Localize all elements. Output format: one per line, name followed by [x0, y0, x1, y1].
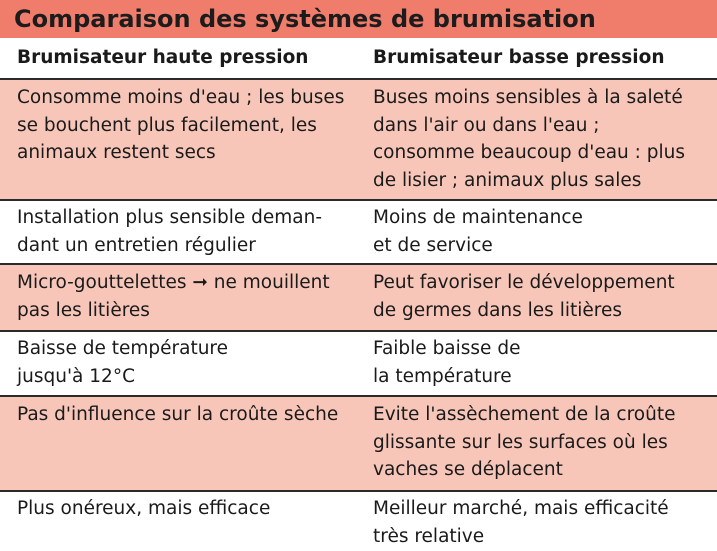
cell-basse-pression: Peut favoriser le développement de germes dans les litières: [373, 272, 675, 321]
table-row: [0, 201, 717, 265]
column-header-haute-pression: Brumisateur haute pression: [17, 47, 309, 68]
table-row: [0, 80, 717, 201]
cell-basse-pression: Evite l'assèchement de la croûte glissante sur les surfaces où les vaches se déplacent: [373, 404, 676, 480]
table-row: [0, 332, 717, 397]
cell-haute-pression: Baisse de température jusqu'à 12°C: [17, 338, 228, 387]
cell-haute-pression: Pas d'influence sur la croûte sèche: [17, 404, 339, 425]
table-row: [0, 397, 717, 492]
table-title: Comparaison des systèmes de brumisation: [14, 5, 596, 33]
cell-basse-pression: Moins de maintenance et de service: [373, 207, 583, 256]
cell-basse-pression: Faible baisse de la température: [373, 338, 521, 387]
table-row: [0, 265, 717, 332]
cell-basse-pression: Meilleur marché, mais efficacité très relative: [373, 498, 669, 547]
title-bar: [0, 0, 717, 38]
column-header-basse-pression: Brumisateur basse pression: [373, 47, 665, 68]
cell-haute-pression: Consomme moins d'eau ; les buses se bouchent plus facilement, les animaux restent secs: [17, 87, 345, 163]
cell-haute-pression: Installation plus sensible deman- dant un entretien régulier: [17, 207, 323, 256]
cell-haute-pression: Plus onéreux, mais efficace: [17, 498, 271, 519]
cell-haute-pression: Micro-gouttelettes ➞ ne mouillent pas les litières: [17, 272, 330, 321]
table-row: [0, 492, 717, 551]
table-header: [0, 38, 717, 80]
cell-basse-pression: Buses moins sensibles à la saleté dans l'air ou dans l'eau ; consomme beaucoup d'eau : plus de lisier ; animaux plus sales: [373, 87, 686, 191]
